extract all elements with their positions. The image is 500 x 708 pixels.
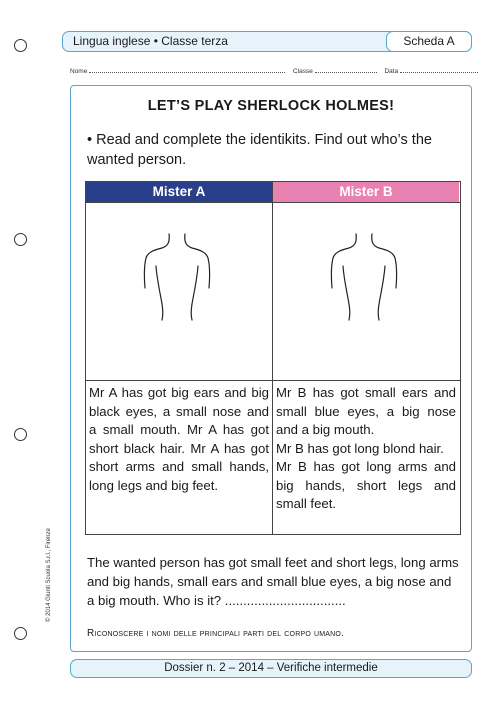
- student-fields: [70, 67, 472, 75]
- body-outline-drawing[interactable]: [329, 232, 399, 322]
- binder-hole: [14, 627, 27, 640]
- subject-label: Lingua inglese • Classe terza: [73, 34, 228, 48]
- description-paragraph: Mr A has got big ears and big black eyes, a small nose and a small mouth. Mr A has got short black hair. Mr A has got short arms and small hands, long legs and big feet.: [89, 385, 269, 493]
- date-label: Data: [384, 68, 399, 75]
- binder-hole: [14, 428, 27, 441]
- binder-hole: [14, 39, 27, 52]
- column-divider: [272, 182, 273, 534]
- binder-hole: [14, 233, 27, 246]
- description-mister-b: [276, 384, 456, 514]
- exercise-frame: [70, 85, 472, 652]
- description-paragraph: Mr B has got long blond hair.: [276, 440, 444, 456]
- name-label: Nome: [70, 68, 88, 75]
- name-field[interactable]: [89, 67, 285, 73]
- row-divider: [86, 380, 460, 381]
- identikit-table: [85, 181, 461, 535]
- sheet-tab: Scheda A: [386, 31, 472, 52]
- footer-bar: Dossier n. 2 – 2014 – Verifiche intermedie: [70, 659, 472, 678]
- class-label: Classe: [292, 68, 313, 75]
- row-divider: [86, 202, 460, 203]
- copyright-notice: © 2014 Giunti Scuola S.r.l., Firenze: [46, 528, 52, 622]
- description-mister-a: [89, 384, 269, 495]
- learning-objective: Riconoscere i nomi delle principali parti del corpo umano.: [87, 628, 344, 639]
- exercise-instruction: • Read and complete the identikits. Find out who’s the wanted person.: [87, 132, 432, 168]
- question-text: The wanted person has got small feet and short legs, long arms and big hands, small ears and small blue eyes, a big nose and a big mouth. Who is it? .................................: [87, 555, 459, 608]
- column-header-mister-b: Mister B: [273, 182, 459, 202]
- body-outline-drawing[interactable]: [142, 232, 212, 322]
- exercise-title: LET’S PLAY SHERLOCK HOLMES!: [147, 98, 395, 114]
- column-header-mister-a: Mister A: [86, 182, 272, 202]
- description-paragraph: Mr B has got long arms and big hands, short legs and small feet.: [276, 459, 456, 511]
- header-bar: [62, 31, 472, 52]
- class-field[interactable]: [315, 67, 377, 73]
- date-field[interactable]: [400, 67, 478, 73]
- description-paragraph: Mr B has got small ears and small blue eyes, a big nose and a big mouth.: [276, 385, 456, 437]
